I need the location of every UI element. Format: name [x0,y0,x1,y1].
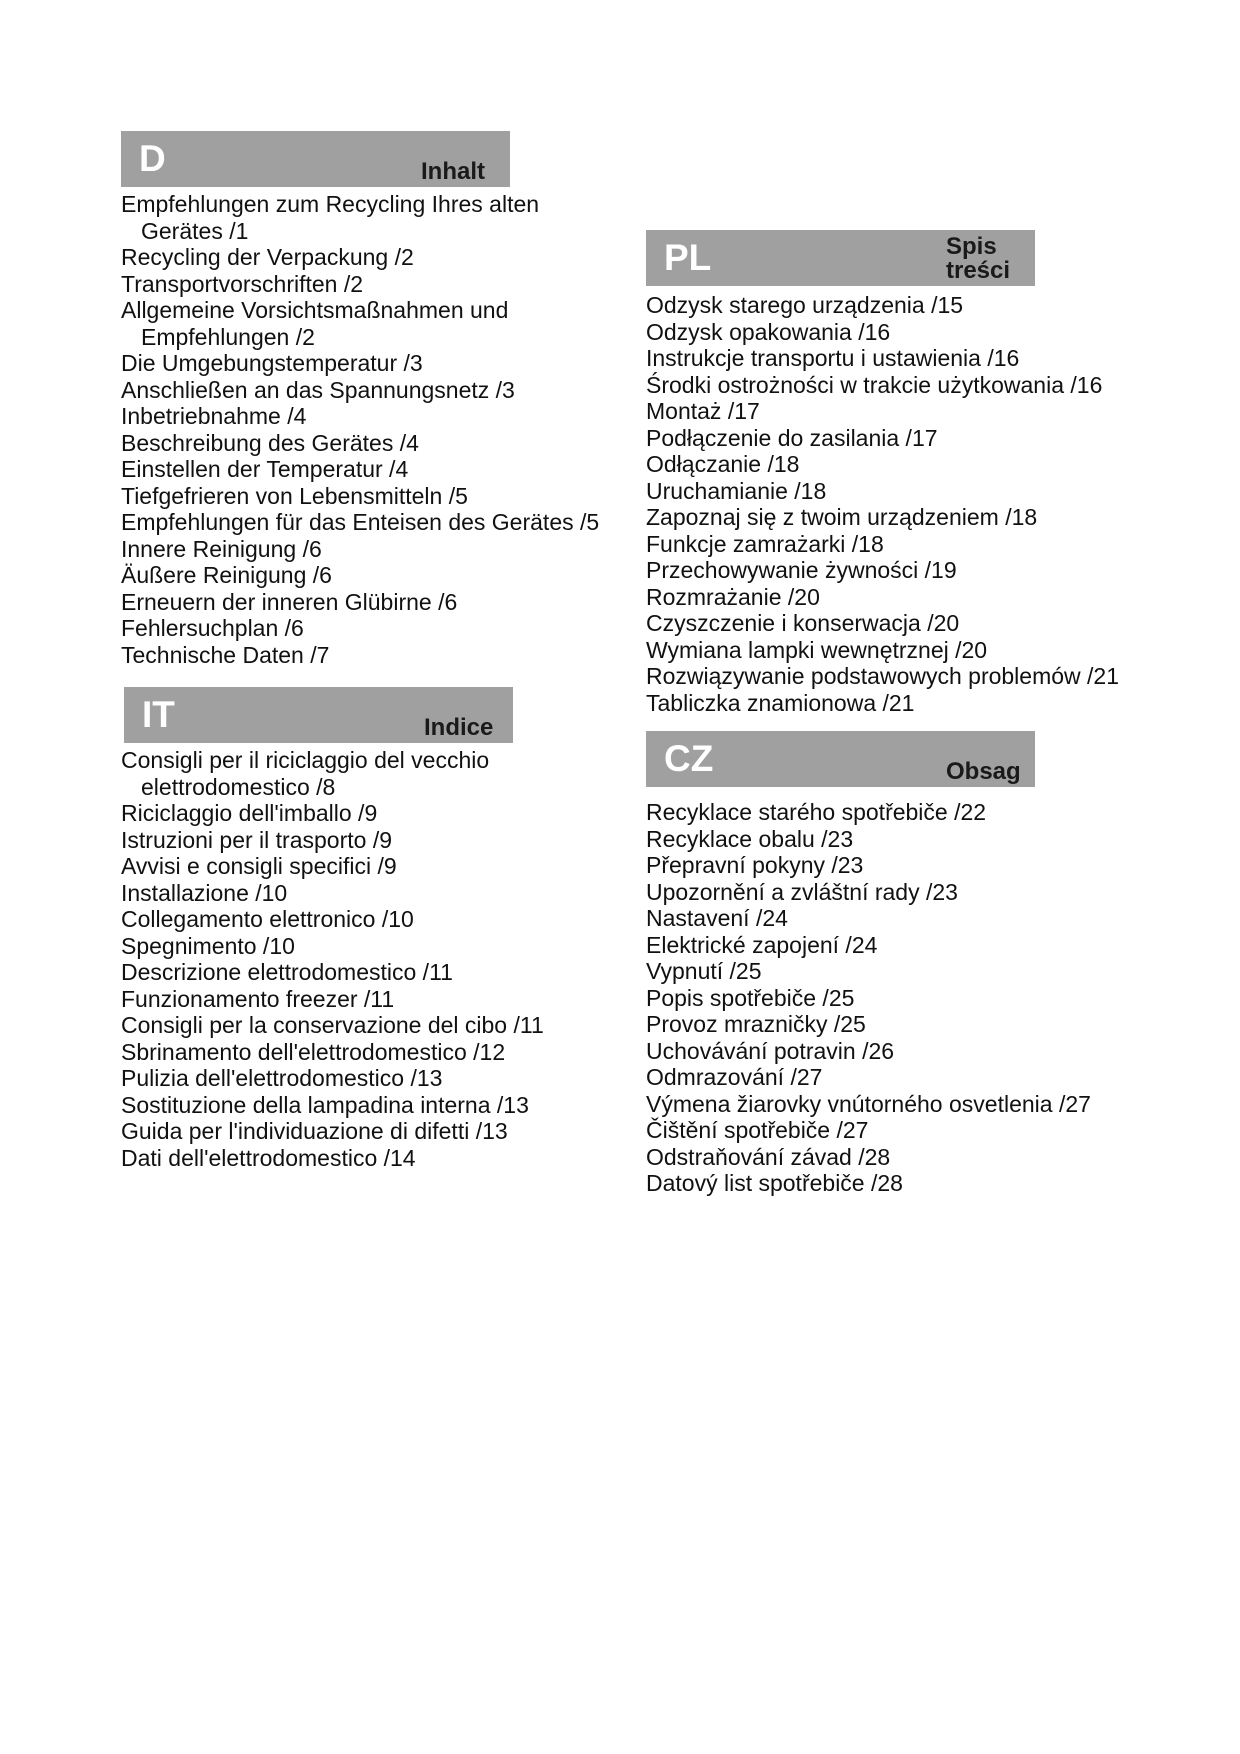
toc-entry [121,1065,544,1092]
toc-entry-text: Tabliczka znamionowa /21 [646,689,915,716]
toc-entry [121,747,544,800]
toc-entry-text: Wymiana lampki wewnętrznej /20 [646,636,988,663]
toc-entry [121,642,599,669]
toc-list [121,191,599,668]
toc-entry-text: Recyklace starého spotřebiče /22 [646,799,987,825]
toc-entry [646,879,1091,906]
toc-entry [646,398,1119,425]
section-pl [646,230,1119,716]
toc-entry [646,1170,1091,1197]
toc-entry-text: Die Umgebungstemperatur /3 [121,350,423,376]
toc-list [646,292,1119,716]
toc-entry-text: Tiefgefrieren von Lebensmitteln /5 [121,482,468,509]
toc-entry [121,191,599,244]
toc-entry [646,905,1091,932]
toc-entry [121,906,544,933]
toc-entry [646,345,1119,372]
toc-entry-text: Elektrické zapojení /24 [646,931,878,958]
section-title: Inhalt [421,158,485,185]
toc-entry-text: Installazione /10 [121,879,288,906]
toc-entry [646,799,1091,826]
toc-entry-text: Empfehlungen zum Recycling Ihres alten [121,191,540,217]
toc-entry [121,536,599,563]
toc-entry [646,932,1091,959]
toc-entry-text: Istruzioni per il trasporto /9 [121,826,393,853]
section-header [124,687,513,743]
section-header [646,230,1035,286]
toc-entry-text: Montaż /17 [646,398,760,424]
toc-entry-text: Uruchamianie /18 [646,477,827,504]
toc-entry-text: Datový list spotřebiče /28 [646,1170,903,1196]
toc-entry [646,425,1119,452]
toc-entry-text: Nastavení /24 [646,905,788,931]
toc-entry [121,1012,544,1039]
toc-entry-continuation: Gerätes /1 [141,217,249,244]
toc-entry-text: Czyszczenie i konserwacja /20 [646,610,960,636]
toc-entry-text: Odmrazování /27 [646,1064,823,1090]
toc-entry [646,690,1119,717]
toc-entry-text: Allgemeine Vorsichtsmaßnahmen und [121,297,509,323]
toc-entry-text: Anschließen an das Spannungsnetz /3 [121,376,515,403]
section-header [646,731,1035,787]
toc-entry [646,1091,1091,1118]
toc-entry [121,430,599,457]
language-code: D [139,138,166,179]
section-title: Obsag [946,758,1021,785]
toc-entry [646,610,1119,637]
toc-entry-text: Výmena žiarovky vnútorného osvetlenia /27 [646,1090,1091,1117]
toc-entry-text: Einstellen der Temperatur /4 [121,456,409,482]
toc-entry-text: Čištění spotřebiče /27 [646,1117,869,1143]
toc-entry [646,531,1119,558]
toc-entry-text: Consigli per il riciclaggio del vecchio [121,747,490,773]
toc-entry-text: Dati dell'elettrodomestico /14 [121,1144,416,1171]
toc-entry [646,637,1119,664]
section-title: Spis treści [946,233,1011,284]
toc-entry-text: Descrizione elettrodomestico /11 [121,959,453,985]
toc-entry [646,985,1091,1012]
toc-entry [121,350,599,377]
toc-entry-text: Recyklace obalu /23 [646,825,854,852]
toc-entry [121,403,599,430]
toc-entry [646,292,1119,319]
toc-entry [121,959,544,986]
toc-entry-text: Äußere Reinigung /6 [121,562,332,588]
toc-entry-text: Fehlersuchplan /6 [121,615,304,641]
toc-entry [121,827,544,854]
toc-entry [121,1118,544,1145]
toc-entry [121,800,544,827]
toc-entry-text: Podłączenie do zasilania /17 [646,424,938,451]
section-cz [646,731,1091,1197]
toc-entry-text: Inbetriebnahme /4 [121,403,307,429]
toc-entry [646,478,1119,505]
toc-entry-text: Instrukcje transportu i ustawienia /16 [646,345,1020,371]
toc-entry [121,853,544,880]
toc-entry-text: Collegamento elettronico /10 [121,906,414,932]
toc-entry-continuation: Empfehlungen /2 [141,323,315,350]
toc-entry-text: Odłączanie /18 [646,451,800,477]
toc-entry-text: Upozornění a zvláštní rady /23 [646,878,958,905]
toc-entry-text: Rozmrażanie /20 [646,583,820,610]
toc-entry-text: Sostituzione della lampadina interna /13 [121,1091,529,1118]
toc-entry [646,958,1091,985]
toc-entry [121,456,599,483]
toc-entry-text: Sbrinamento dell'elettrodomestico /12 [121,1038,506,1065]
toc-entry-text: Recycling der Verpackung /2 [121,244,414,270]
toc-entry [646,1064,1091,1091]
toc-entry-text: Uchovávání potravin /26 [646,1037,895,1064]
language-code: PL [664,237,712,278]
toc-entry-text: Spegnimento /10 [121,932,295,959]
section-de [121,131,599,668]
toc-entry [121,509,599,536]
toc-entry-text: Empfehlungen für das Enteisen des Gerätes /5 [121,509,600,535]
toc-entry [121,1039,544,1066]
toc-entry [646,451,1119,478]
toc-entry [646,826,1091,853]
toc-entry-text: Odzysk opakowania /16 [646,318,891,345]
toc-entry [121,986,544,1013]
toc-entry-text: Pulizia dell'elettrodomestico /13 [121,1065,443,1091]
toc-entry [121,271,599,298]
toc-entry [646,852,1091,879]
toc-entry [121,483,599,510]
toc-entry [121,933,544,960]
toc-entry [646,372,1119,399]
section-it [121,687,544,1171]
toc-list [646,799,1091,1197]
toc-entry [121,880,544,907]
toc-entry [121,615,599,642]
toc-entry [121,1145,544,1172]
toc-entry [121,297,599,350]
language-code: IT [142,694,175,735]
toc-entry [121,589,599,616]
toc-entry-text: Provoz mrazničky /25 [646,1011,866,1037]
section-title: Indice [424,714,494,741]
toc-entry [646,1011,1091,1038]
toc-entry-text: Riciclaggio dell'imballo /9 [121,800,378,826]
toc-entry [646,1117,1091,1144]
toc-entry [646,1038,1091,1065]
toc-entry-text: Beschreibung des Gerätes /4 [121,429,419,456]
toc-entry-text: Innere Reinigung /6 [121,535,322,562]
toc-entry [646,1144,1091,1171]
toc-entry-text: Środki ostrożności w trakcie użytkowania /16 [646,371,1103,398]
toc-entry [646,663,1119,690]
toc-entry-text: Zapoznaj się z twoim urządzeniem /18 [646,504,1038,530]
toc-entry-text: Consigli per la conservazione del cibo /11 [121,1012,544,1038]
toc-entry [121,1092,544,1119]
toc-entry-text: Przechowywanie żywności /19 [646,557,957,583]
language-code: CZ [664,738,714,779]
toc-entry [646,504,1119,531]
toc-entry-text: Popis spotřebiče /25 [646,984,855,1011]
toc-entry-text: Transportvorschriften /2 [121,270,364,297]
toc-entry [646,557,1119,584]
toc-entry [121,377,599,404]
toc-entry-text: Rozwiązywanie podstawowych problemów /21 [646,663,1120,689]
section-header [121,131,510,187]
toc-entry-text: Avvisi e consigli specifici /9 [121,853,397,879]
toc-entry [121,562,599,589]
toc-entry-text: Guida per l'individuazione di difetti /13 [121,1118,508,1144]
toc-entry-text: Funzionamento freezer /11 [121,985,395,1012]
toc-entry-text: Funkcje zamrażarki /18 [646,530,884,557]
toc-entry-text: Vypnutí /25 [646,958,762,984]
toc-entry-text: Erneuern der inneren Glübirne /6 [121,588,458,615]
toc-entry-text: Technische Daten /7 [121,641,330,668]
toc-entry-text: Odstraňování závad /28 [646,1143,891,1170]
toc-entry-text: Přepravní pokyny /23 [646,852,864,878]
toc-entry [121,244,599,271]
toc-entry-text: Odzysk starego urządzenia /15 [646,292,964,318]
toc-entry [646,584,1119,611]
toc-entry [646,319,1119,346]
toc-list [121,747,544,1171]
toc-entry-continuation: elettrodomestico /8 [141,773,336,800]
